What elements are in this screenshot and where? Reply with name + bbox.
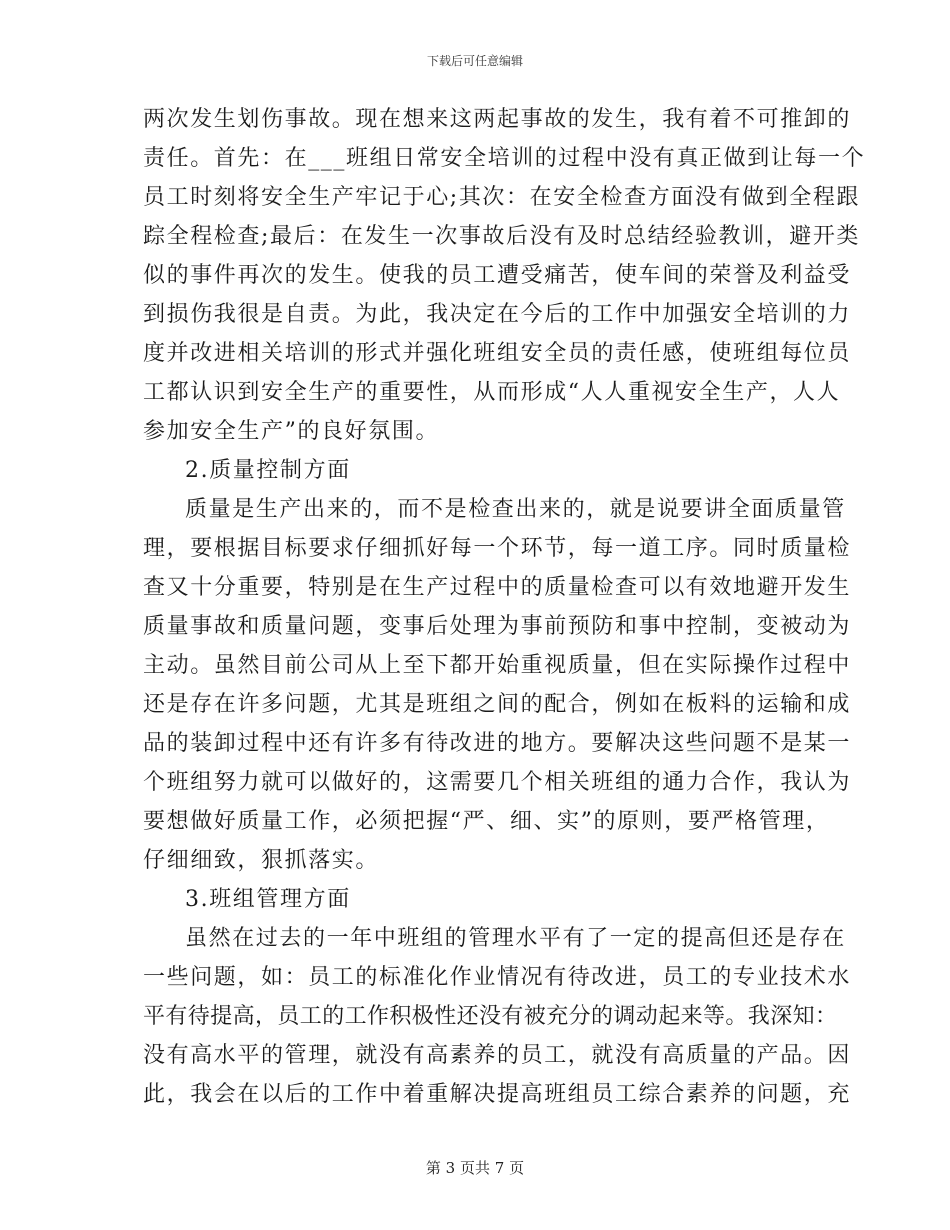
paragraph-line: 还是存在许多问题，尤其是班组之间的配合，例如在板料的运输和成 [143,692,852,717]
paragraph-line: 品的装卸过程中还有许多有待改进的地方。要解决这些问题不是某一 [143,731,852,756]
paragraph-line: 查又十分重要，特别是在生产过程中的质量检查可以有效地避开发生 [143,575,852,600]
paragraph-line: 似的事件再次的发生。使我的员工遭受痛苦，使车间的荣誉及利益受 [143,263,852,288]
paragraph-line: 质量事故和质量问题，变事后处理为事前预防和事中控制，变被动为 [143,614,852,639]
paragraph-line: 平有待提高，员工的工作积极性还没有被充分的调动起来等。我深知： [143,1004,838,1029]
paragraph-line: 仔细细致，狠抓落实。 [143,848,380,873]
page-footer: 第 3 页共 7 页 [425,1159,525,1177]
paragraph-line: 员工时刻将安全生产牢记于心;其次：在安全检查方面没有做到全程跟 [143,185,861,210]
paragraph-line: 没有高水平的管理，就没有高素养的员工，就没有高质量的产品。因 [143,1043,852,1068]
paragraph-line: 要想做好质量工作，必须把握“严、细、实”的原则，要严格管理， [143,809,830,834]
paragraph-line: 两次发生划伤事故。现在想来这两起事故的发生，我有着不可推卸的 [143,107,852,132]
paragraph-line: 虽然在过去的一年中班组的管理水平有了一定的提高但还是存在 [185,926,846,951]
paragraph-line: 主动。虽然目前公司从上至下都开始重视质量，但在实际操作过程中 [143,653,852,678]
body-text [143,100,866,1114]
paragraph-line: 到损伤我很是自责。为此，我决定在今后的工作中加强安全培训的力 [143,302,852,327]
section-heading-team-management: 3.班组管理方面 [185,887,351,912]
paragraph-line: 参加安全生产”的良好氛围。 [143,419,440,444]
paragraph-line: 踪全程检查;最后：在发生一次事故后没有及时总结经验教训，避开类 [143,224,861,249]
page-header: 下载后可任意编辑 [426,54,523,68]
paragraph-line: 此，我会在以后的工作中着重解决提高班组员工综合素养的问题，充 [143,1082,852,1107]
paragraph-line: 一些问题，如：员工的标准化作业情况有待改进，员工的专业技术水 [143,965,852,990]
paragraph-line: 理，要根据目标要求仔细抓好每一个环节，每一道工序。同时质量检 [143,536,852,561]
paragraph-line: 个班组努力就可以做好的，这需要几个相关班组的通力合作，我认为 [143,770,852,795]
section-heading-quality: 2.质量控制方面 [185,458,351,483]
paragraph-line: 度并改进相关培训的形式并强化班组安全员的责任感，使班组每位员 [143,341,852,366]
paragraph-line: 责任。首先：在___班组日常安全培训的过程中没有真正做到让每一个 [143,146,866,171]
paragraph-line: 工都认识到安全生产的重要性，从而形成“人人重视安全生产，人人 [143,380,841,405]
paragraph-line: 质量是生产出来的，而不是检查出来的，就是说要讲全面质量管 [185,497,846,522]
